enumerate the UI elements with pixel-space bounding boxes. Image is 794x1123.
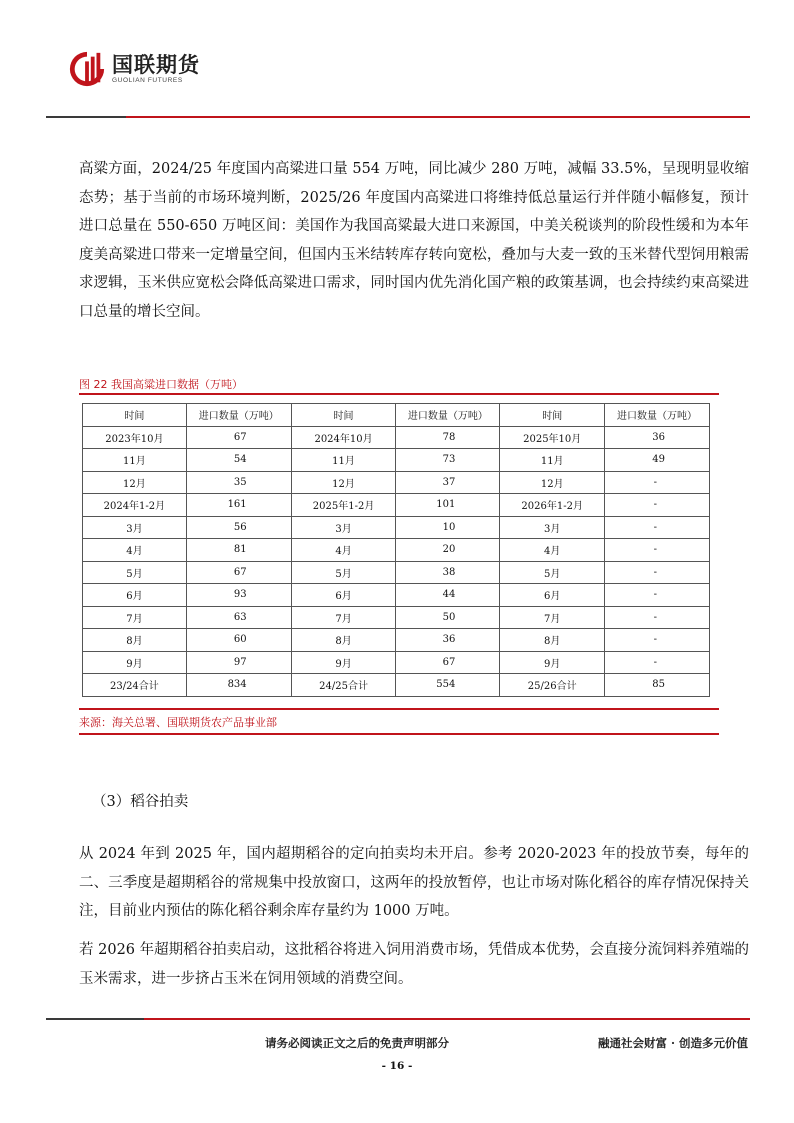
table-cell: 3月 [83, 516, 187, 539]
table-cell: 834 [186, 674, 291, 697]
figure-top-rule [79, 393, 719, 395]
table-cell: 9月 [291, 651, 396, 674]
table-cell: 5月 [500, 561, 605, 584]
table-cell: 60 [186, 629, 291, 652]
table-row [83, 606, 710, 629]
table-row [83, 561, 710, 584]
table-cell: 2025年10月 [500, 426, 605, 449]
figure-source: 来源：海关总署、国联期货农产品事业部 [79, 716, 277, 729]
table-cell: 67 [186, 561, 291, 584]
table-cell: 12月 [291, 471, 396, 494]
footer-disclaimer: 请务必阅读正文之后的免责声明部分 [265, 1036, 449, 1050]
table-cell: 3月 [500, 516, 605, 539]
table-cell: 8月 [83, 629, 187, 652]
column-header: 进口数量（万吨） [186, 404, 291, 427]
table-cell: 7月 [83, 606, 187, 629]
table-cell: 54 [186, 449, 291, 472]
table-total-row [83, 674, 710, 697]
table-cell: - [605, 651, 710, 674]
table-cell: 4月 [291, 539, 396, 562]
column-header: 时间 [500, 404, 605, 427]
table-cell: 5月 [291, 561, 396, 584]
table-cell: 2024年1-2月 [83, 494, 187, 517]
table-cell: - [605, 561, 710, 584]
table-cell: 81 [186, 539, 291, 562]
table-cell: 85 [605, 674, 710, 697]
footer-slogan: 融通社会财富 · 创造多元价值 [597, 1036, 748, 1050]
table-cell: 50 [396, 606, 500, 629]
table-cell: 49 [605, 449, 710, 472]
table-cell: 6月 [83, 584, 187, 607]
table-cell: 73 [396, 449, 500, 472]
sorghum-import-table [82, 403, 710, 697]
table-cell: 11月 [83, 449, 187, 472]
table-cell: 8月 [500, 629, 605, 652]
column-header: 时间 [83, 404, 187, 427]
figure-bottom-rule [79, 708, 719, 710]
table-cell: 10 [396, 516, 500, 539]
table-cell: 35 [186, 471, 291, 494]
table-cell: 4月 [500, 539, 605, 562]
table-cell: 78 [396, 426, 500, 449]
table-cell: - [605, 471, 710, 494]
table-header-row [83, 404, 710, 427]
logo-name-cn: 国联期货 [112, 53, 200, 77]
table-cell: 56 [186, 516, 291, 539]
table-cell: 9月 [500, 651, 605, 674]
section-title: （3）稻谷拍卖 [92, 794, 189, 810]
table-row [83, 449, 710, 472]
table-cell: 161 [186, 494, 291, 517]
table-row [83, 651, 710, 674]
table-cell: 9月 [83, 651, 187, 674]
table-cell: 20 [396, 539, 500, 562]
table-row [83, 494, 710, 517]
paragraph-rice-auction: 从 2024 年到 2025 年，国内超期稻谷的定向拍卖均未开启。参考 2020-2023 年的投放节奏，每年的二、三季度是超期稻谷的常规集中投放窗口，这两年的投放暂停，也让市场对陈化稻谷的库存情况保持关注，目前业内预估的陈化稻谷剩余库存量约为 1000 万吨。 [79, 846, 749, 919]
table-cell: 2023年10月 [83, 426, 187, 449]
table-cell: 36 [605, 426, 710, 449]
table-cell: - [605, 494, 710, 517]
table-cell: 11月 [500, 449, 605, 472]
table-row [83, 426, 710, 449]
table-row [83, 516, 710, 539]
column-header: 时间 [291, 404, 396, 427]
table-cell: - [605, 629, 710, 652]
paragraph-rice-outlook: 若 2026 年超期稻谷拍卖启动，这批稻谷将进入饲用消费市场，凭借成本优势，会直接分流饲料养殖端的玉米需求，进一步挤占玉米在饲用领域的消费空间。 [79, 942, 749, 987]
table-cell: 11月 [291, 449, 396, 472]
table-row [83, 584, 710, 607]
paragraph-sorghum: 高粱方面，2024/25 年度国内高粱进口量 554 万吨，同比减少 280 万吨，减幅 33.5%，呈现明显收缩态势；基于当前的市场环境判断，2025/26 年度国内高粱进口将维持低总量运行并伴随小幅修复，预计进口总量在 550-650 万吨区间：美国作为我国高粱最大进口来源国，中美关税谈判的阶段性缓和为本年度美高粱进口带来一定增量空间，但国内玉米结转库存转向宽松，叠加与大麦一致的玉米替代型饲用粮需求逻辑，玉米供应宽松会降低高粱进口需求，同时国内优先消化国产粮的政策基调，也会持续约束高粱进口总量的增长空间。 [79, 161, 749, 320]
table-cell: 8月 [291, 629, 396, 652]
table-cell: 38 [396, 561, 500, 584]
table-cell: 4月 [83, 539, 187, 562]
table-cell: 93 [186, 584, 291, 607]
table-cell: 36 [396, 629, 500, 652]
table-cell: 44 [396, 584, 500, 607]
table-cell: - [605, 539, 710, 562]
company-logo [68, 50, 200, 88]
table-cell: 6月 [291, 584, 396, 607]
table-cell: 67 [186, 426, 291, 449]
table-cell: 2024年10月 [291, 426, 396, 449]
column-header: 进口数量（万吨） [605, 404, 710, 427]
table-row [83, 471, 710, 494]
table-cell: 101 [396, 494, 500, 517]
footer-divider [46, 1018, 750, 1020]
table-row [83, 539, 710, 562]
figure-title: 图 22 我国高粱进口数据（万吨） [79, 378, 243, 391]
table-cell: 23/24合计 [83, 674, 187, 697]
table-cell: 37 [396, 471, 500, 494]
table-cell: 63 [186, 606, 291, 629]
column-header: 进口数量（万吨） [396, 404, 500, 427]
page-number: - 16 - [381, 1060, 413, 1072]
table-cell: 3月 [291, 516, 396, 539]
table-cell: - [605, 584, 710, 607]
table-cell: 25/26合计 [500, 674, 605, 697]
table-cell: - [605, 606, 710, 629]
source-rule [79, 733, 719, 735]
table-cell: 24/25合计 [291, 674, 396, 697]
logo-name-en: GUOLIAN FUTURES [112, 77, 183, 84]
table-cell: 12月 [500, 471, 605, 494]
logo-icon [68, 50, 106, 88]
table-cell: 554 [396, 674, 500, 697]
table-cell: 7月 [291, 606, 396, 629]
table-cell: 6月 [500, 584, 605, 607]
table-cell: 5月 [83, 561, 187, 584]
table-cell: 2026年1-2月 [500, 494, 605, 517]
table-cell: 7月 [500, 606, 605, 629]
table-cell: - [605, 516, 710, 539]
table-cell: 97 [186, 651, 291, 674]
table-cell: 12月 [83, 471, 187, 494]
table-row [83, 629, 710, 652]
table-cell: 67 [396, 651, 500, 674]
table-cell: 2025年1-2月 [291, 494, 396, 517]
header-divider [46, 116, 750, 118]
